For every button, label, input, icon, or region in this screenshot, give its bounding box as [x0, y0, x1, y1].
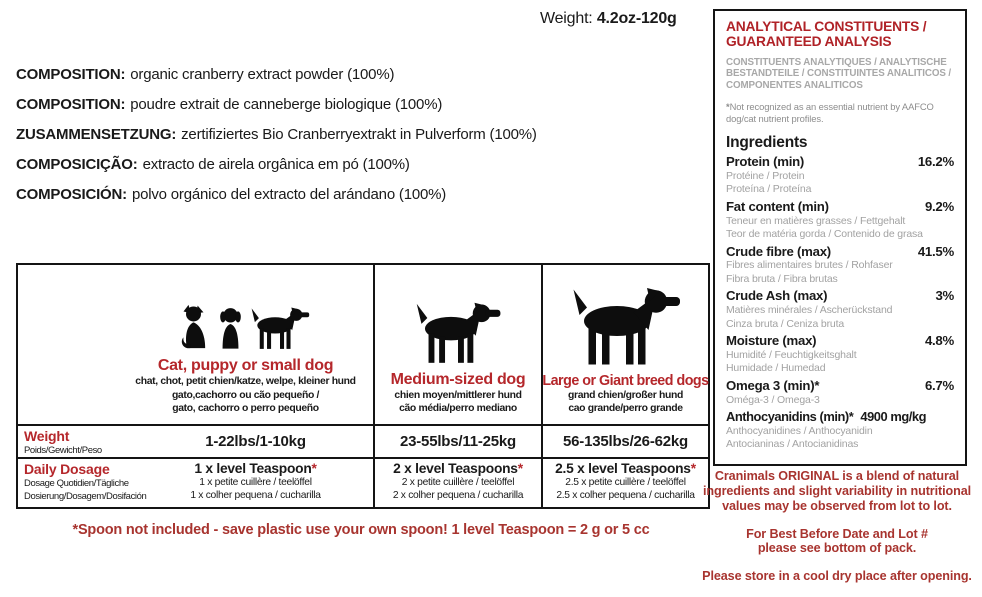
column-subtitle: cão média/perro mediano: [399, 403, 517, 415]
ingredient-row: [726, 333, 954, 349]
composition-label: COMPOSITION:: [16, 66, 126, 83]
package-weight: [540, 10, 677, 28]
dosage-value-medium: [373, 457, 541, 507]
composition-text: poudre extrait de canneberge biologique (100%): [130, 96, 443, 113]
ingredient-row: [726, 409, 954, 424]
best-before-note-line2: please see bottom of pack.: [757, 541, 917, 556]
dosage-translation: 2.5 x petite cuillère / teelöffel: [565, 477, 686, 488]
column-subtitle: chat, chot, petit chien/katze, welpe, kleiner hund: [135, 376, 356, 388]
weight-value-large: [541, 424, 708, 457]
dosage-translation: 2.5 x colher pequena / cucharilla: [556, 490, 695, 502]
asterisk-mark: *: [690, 461, 696, 476]
ingredient-omega3: [726, 378, 954, 407]
column-subtitle: gato, cachorro o perro pequeño: [172, 403, 319, 415]
small-dog-icon: [250, 304, 310, 350]
ingredient-value: 4.8%: [924, 333, 954, 349]
ingredient-fibre: [726, 244, 954, 287]
ingredient-value: 6.7%: [924, 377, 954, 393]
ingredient-translation: Protéine / Protein: [726, 170, 805, 183]
panel-title-line2: GUARANTEED ANALYSIS: [726, 33, 892, 49]
column-subtitle: grand chien/großer hund: [568, 389, 683, 401]
ingredient-translation: Humidité / Feuchtigkeitsghalt: [726, 348, 857, 361]
weight-range: 1-22lbs/1-10kg: [205, 433, 306, 450]
storage-notes: [698, 469, 976, 597]
ingredient-name: Fat content (min): [726, 198, 829, 214]
dosage-translation: 1 x colher pequena / cucharilla: [190, 490, 321, 502]
ingredient-name: Moisture (max): [726, 333, 817, 349]
ingredient-ash: [726, 288, 954, 331]
dosage-value-large: [541, 457, 708, 507]
composition-label: COMPOSICIÓN:: [16, 186, 127, 203]
composition-row-de: [16, 126, 676, 143]
composition-text: organic cranberry extract powder (100%): [130, 66, 395, 83]
dosage-table: [16, 263, 710, 509]
lot-variability-note: Cranimals ORIGINAL is a blend of natural ingredients and slight variability in nutritional values may be observed from lot to lot.: [703, 469, 971, 513]
column-title: Cat, puppy or small dog: [157, 357, 334, 375]
ingredient-value: 4900 mg/kg: [860, 409, 927, 425]
column-title: Medium-sized dog: [390, 370, 526, 388]
weight-row-subtitle: Poids/Gewicht/Peso: [24, 445, 102, 457]
weight-row-title: Weight: [24, 428, 70, 444]
best-before-note-line1: For Best Before Date and Lot #: [746, 526, 928, 541]
aafco-footnote: [726, 101, 954, 125]
composition-row-en: [16, 66, 676, 83]
weight-range: 23-55lbs/11-25kg: [399, 433, 517, 450]
ingredient-translation: Teor de matéria gorda / Contenido de grasa: [726, 228, 923, 241]
ingredient-anthocyanidins: [726, 409, 954, 451]
storage-instruction-note: Please store in a cool dry place after opening.: [702, 569, 972, 584]
ingredients-heading: Ingredients: [726, 134, 808, 152]
ingredient-value: 41.5%: [917, 243, 954, 259]
composition-text: zertifiziertes Bio Cranberryextrakt in Pulverform (100%): [181, 126, 537, 143]
large-dog-icon: [570, 282, 682, 366]
ingredient-name: Protein (min): [726, 154, 805, 170]
ingredient-translation: Antocianinas / Antocianidinas: [726, 437, 859, 450]
panel-title-line1: ANALYTICAL CONSTITUENTS /: [726, 19, 927, 34]
dosage-amount-text: 2 x level Teaspoons: [393, 461, 518, 476]
ingredient-translation: Oméga-3 / Omega-3: [726, 393, 820, 406]
composition-row-fr: [16, 96, 676, 113]
composition-text: polvo orgánico del extracto del arándano (100%): [131, 186, 447, 203]
ingredient-value: 3%: [935, 288, 954, 304]
asterisk-mark: *: [311, 461, 317, 476]
asterisk-mark: *: [726, 100, 730, 112]
ingredient-translation: Humidade / Humedad: [726, 362, 826, 375]
ingredient-value: 16.2%: [917, 154, 954, 170]
best-before-note: [698, 527, 976, 557]
table-header-cat-small-dog: [18, 265, 373, 424]
panel-subtitle: CONSTITUENTS ANALYTIQUES / ANALYTISCHE BESTANDTEILE / CONSTITUINTES ANALITICOS / COMPONENTES ANALITICOS: [726, 56, 952, 91]
puppy-icon: [217, 306, 244, 350]
ingredient-name: Crude Ash (max): [726, 288, 828, 304]
ingredient-row: [726, 378, 954, 394]
ingredient-row: [726, 199, 954, 215]
dosage-amount-text: 2.5 x level Teaspoons: [555, 461, 691, 476]
panel-title: [726, 20, 954, 50]
ingredient-row: [726, 288, 954, 304]
ingredient-protein: [726, 154, 954, 197]
ingredient-translation: Proteína / Proteína: [726, 183, 812, 196]
dosage-row-label: [18, 457, 147, 507]
ingredient-name: Omega 3 (min)*: [726, 377, 820, 393]
ingredient-translation: Fibres alimentaires brutes / Rohfaser: [726, 259, 893, 272]
ingredient-fat: [726, 199, 954, 242]
ingredient-translation: Anthocyanidines / Anthocyanidin: [726, 424, 873, 437]
dosage-translation: 2 x colher pequena / cucharilla: [392, 490, 524, 502]
dosage-amount-text: 1 x level Teaspoon: [194, 461, 312, 476]
dosage-amount: [194, 461, 316, 476]
large-dog-icon-wrap: [570, 282, 682, 366]
ingredient-row: [726, 154, 954, 170]
guaranteed-analysis-panel: [713, 9, 967, 466]
weight-label: Weight:: [540, 10, 593, 27]
dosage-row-subtitle: Dosage Quotidien/Tägliche: [24, 478, 129, 490]
composition-row-pt: [16, 156, 676, 173]
composition-block: [16, 66, 676, 216]
table-header-large-dog: [541, 265, 708, 424]
ingredient-translation: Cinza bruta / Ceniza bruta: [726, 317, 845, 330]
ingredient-name: Crude fibre (max): [726, 243, 831, 259]
composition-label: COMPOSICIÇÃO:: [16, 156, 138, 173]
ingredient-moisture: [726, 333, 954, 376]
cat-puppy-smalldog-icon: [181, 303, 310, 350]
weight-row-label: [18, 424, 138, 457]
asterisk-mark: *: [517, 461, 523, 476]
medium-dog-icon: [414, 298, 502, 364]
dosage-row-subtitle: Dosierung/Dosagem/Dosifación: [24, 491, 147, 503]
dosage-amount: [393, 461, 523, 476]
composition-label: ZUSAMMENSETZUNG:: [16, 126, 177, 143]
column-title: Large or Giant breed dogs: [542, 372, 709, 389]
dosage-translation: 1 x petite cuillère / teelöffel: [199, 477, 312, 488]
medium-dog-icon-wrap: [414, 298, 502, 364]
aafco-footnote-text: Not recognized as an essential nutrient by AAFCO dog/cat nutrient profiles.: [726, 100, 934, 124]
weight-value-medium: [373, 424, 541, 457]
ingredient-translation: Fibra bruta / Fibra brutas: [726, 272, 838, 285]
composition-label: COMPOSITION:: [16, 96, 126, 113]
ingredient-row: [726, 244, 954, 260]
dosage-amount: [555, 461, 696, 476]
composition-text: extracto de airela orgânica em pó (100%): [142, 156, 410, 173]
weight-range: 56-135lbs/26-62kg: [562, 433, 688, 450]
ingredient-name: Anthocyanidins (min)*: [726, 409, 854, 425]
ingredient-translation: Matières minérales / Ascherückstand: [726, 304, 893, 317]
ingredient-value: 9.2%: [924, 198, 954, 214]
dosage-row-title: Daily Dosage: [24, 461, 110, 477]
dosage-translation: 2 x petite cuillère / teelöffel: [401, 477, 515, 488]
column-subtitle: gato,cachorro ou cão pequeño /: [171, 389, 320, 401]
dosage-value-small: [138, 457, 373, 507]
column-subtitle: chien moyen/mittlerer hund: [394, 389, 522, 401]
weight-value-small: [138, 424, 373, 457]
spoon-footnote: *Spoon not included - save plastic use your own spoon! 1 level Teaspoon = 2 g or 5 cc: [72, 522, 650, 538]
composition-row-es: [16, 186, 676, 203]
ingredient-translation: Teneur en matières grasses / Fettgehalt: [726, 214, 906, 227]
weight-value: 4.2oz-120g: [596, 10, 677, 27]
column-subtitle: cao grande/perro grande: [568, 403, 683, 415]
table-header-medium-dog: [373, 265, 541, 424]
cat-icon: [181, 303, 211, 350]
